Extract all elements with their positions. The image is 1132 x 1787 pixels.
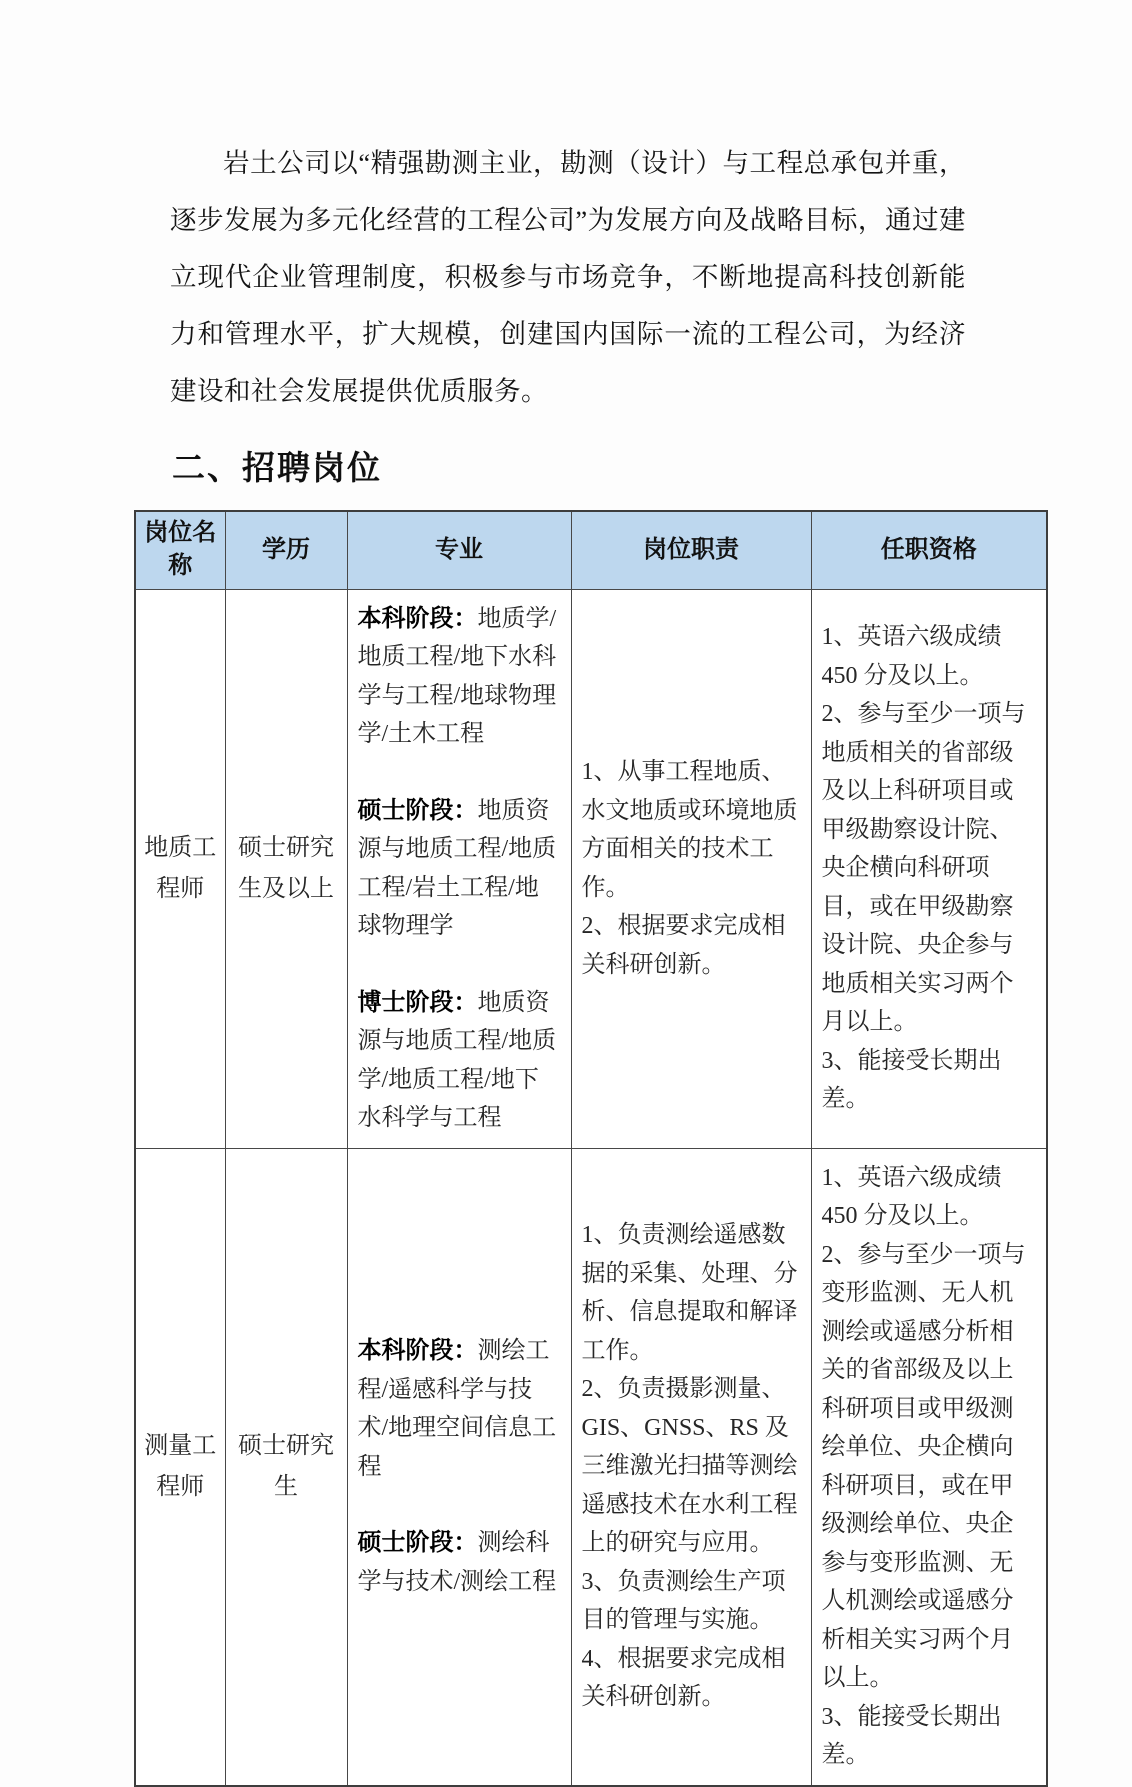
major-stage-text: 地质资源与地质工程/地质学/地质工程/地下水科学与工程 xyxy=(357,989,557,1131)
qualification-item: 1、英语六级成绩 450 分及以上。 xyxy=(821,1164,1002,1229)
cell-education: 硕士研究生及以上 xyxy=(225,589,347,1148)
duty-item: 1、从事工程地质、水文地质或环境地质方面相关的技术工作。 xyxy=(581,759,798,901)
cell-duties xyxy=(571,589,811,1148)
table-row xyxy=(135,589,1047,1148)
major-stage-block xyxy=(358,984,561,1138)
cell-majors xyxy=(347,589,571,1148)
duty-item: 2、负责摄影测量、GIS、GNSS、RS 及三维激光扫描等测绘遥感技术在水利工程上的研究与应用。 xyxy=(581,1376,798,1557)
cell-position: 测量工程师 xyxy=(135,1148,225,1786)
major-stage-label: 博士阶段： xyxy=(357,988,478,1016)
column-header-duty: 岗位职责 xyxy=(571,511,811,589)
cell-qualifications xyxy=(811,589,1047,1148)
major-stage-label: 硕士阶段： xyxy=(357,1529,478,1556)
qualification-item: 1、英语六级成绩 450 分及以上。 xyxy=(821,624,1002,689)
table-row xyxy=(135,1148,1047,1786)
major-stage-label: 硕士阶段： xyxy=(357,796,478,824)
qualification-item: 2、参与至少一项与地质相关的省部级及以上科研项目或甲级勘察设计院、央企横向科研项目，或在甲级勘察设计院、央企参与地质相关实习两个月以上。 xyxy=(821,701,1026,1036)
major-stage-block xyxy=(358,1332,561,1486)
major-stage-block xyxy=(358,1524,561,1601)
column-header-education: 学历 xyxy=(225,511,347,589)
major-stage-text: 测绘工程/遥感科学与技术/地理空间信息工程 xyxy=(357,1338,557,1480)
major-stage-text: 测绘科学与技术/测绘工程 xyxy=(357,1530,557,1595)
cell-education: 硕士研究生 xyxy=(225,1148,347,1786)
qualification-item: 3、能接受长期出差。 xyxy=(821,1703,1002,1768)
major-stage-label: 本科阶段： xyxy=(357,604,478,632)
major-stage-block xyxy=(358,600,561,754)
section-heading: 二、招聘岗位 xyxy=(172,449,382,486)
major-stage-label: 本科阶段： xyxy=(357,1337,478,1364)
duty-item: 4、根据要求完成相关科研创新。 xyxy=(581,1645,786,1711)
recruitment-table xyxy=(134,510,1048,1787)
table-header-row xyxy=(135,511,1047,589)
duty-item: 1、负责测绘遥感数据的采集、处理、分析、信息提取和解译工作。 xyxy=(581,1222,798,1364)
qualification-item: 3、能接受长期出差。 xyxy=(821,1047,1002,1113)
cell-position: 地质工程师 xyxy=(135,589,225,1148)
cell-duties xyxy=(571,1148,811,1786)
column-header-qualification: 任职资格 xyxy=(811,511,1047,589)
duty-item: 2、根据要求完成相关科研创新。 xyxy=(581,913,786,978)
cell-qualifications xyxy=(811,1148,1047,1786)
major-stage-text: 地质学/地质工程/地下水科学与工程/地球物理学/土木工程 xyxy=(357,605,557,747)
qualification-item: 2、参与至少一项与变形监测、无人机测绘或遥感分析相关的省部级及以上科研项目或甲级测绘单位、央企横向科研项目，或在甲级测绘单位、央企参与变形监测、无人机测绘或遥感分析相关实习两个月以上。 xyxy=(821,1241,1026,1691)
intro-paragraph: 岩土公司以“精强勘测主业，勘测（设计）与工程总承包并重，逐步发展为多元化经营的工程公司”为发展方向及战略目标，通过建立现代企业管理制度，积极参与市场竞争，不断地提高科技创新能力和管理水平，扩大规模，创建国内国际一流的工程公司，为经济建设和社会发展提供优质服务。 xyxy=(170,148,966,406)
major-stage-block xyxy=(358,792,561,946)
cell-majors xyxy=(347,1148,571,1786)
column-header-position: 岗位名称 xyxy=(135,511,225,589)
column-header-major: 专业 xyxy=(347,511,571,589)
duty-item: 3、负责测绘生产项目的管理与实施。 xyxy=(581,1568,786,1634)
major-stage-text: 地质资源与地质工程/地质工程/岩土工程/地球物理学 xyxy=(357,797,557,939)
